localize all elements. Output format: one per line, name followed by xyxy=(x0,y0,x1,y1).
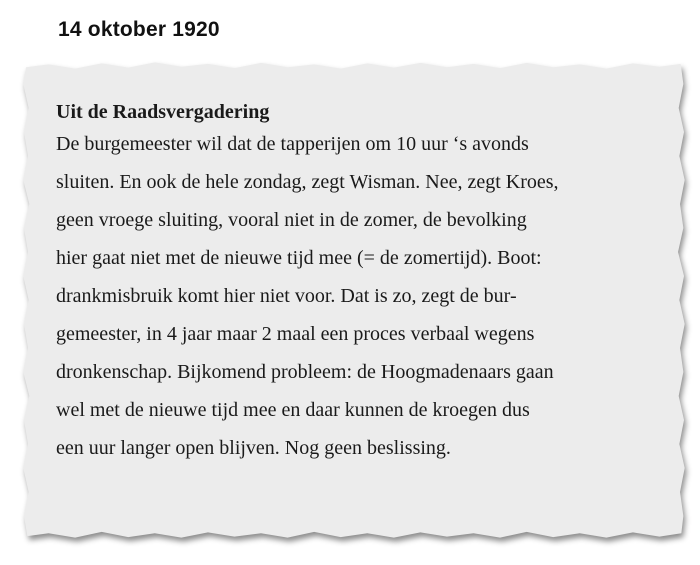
article xyxy=(56,97,666,467)
article-line: sluiten. En ook de hele zondag, zegt Wisman. Nee, zegt Kroes, xyxy=(56,171,559,193)
article-title: Uit de Raadsvergadering xyxy=(56,101,270,123)
article-body xyxy=(56,125,666,467)
date-heading: 14 oktober 1920 xyxy=(58,18,220,41)
article-line: hier gaat niet met de nieuwe tijd mee (= de zomertijd). Boot: xyxy=(56,247,542,269)
article-line: geen vroege sluiting, vooral niet in de zomer, de bevolking xyxy=(56,209,527,231)
article-line: wel met de nieuwe tijd mee en daar kunnen de kroegen dus xyxy=(56,399,530,421)
newspaper-clipping xyxy=(22,60,686,540)
article-line: drankmisbruik komt hier niet voor. Dat is zo, zegt de bur- xyxy=(56,285,517,307)
article-line: dronkenschap. Bijkomend probleem: de Hoogmadenaars gaan xyxy=(56,361,554,383)
article-line: De burgemeester wil dat de tapperijen om 10 uur ‘s avonds xyxy=(56,133,529,155)
article-line: gemeester, in 4 jaar maar 2 maal een proces verbaal wegens xyxy=(56,323,535,345)
article-line: een uur langer open blijven. Nog geen beslissing. xyxy=(56,437,451,459)
